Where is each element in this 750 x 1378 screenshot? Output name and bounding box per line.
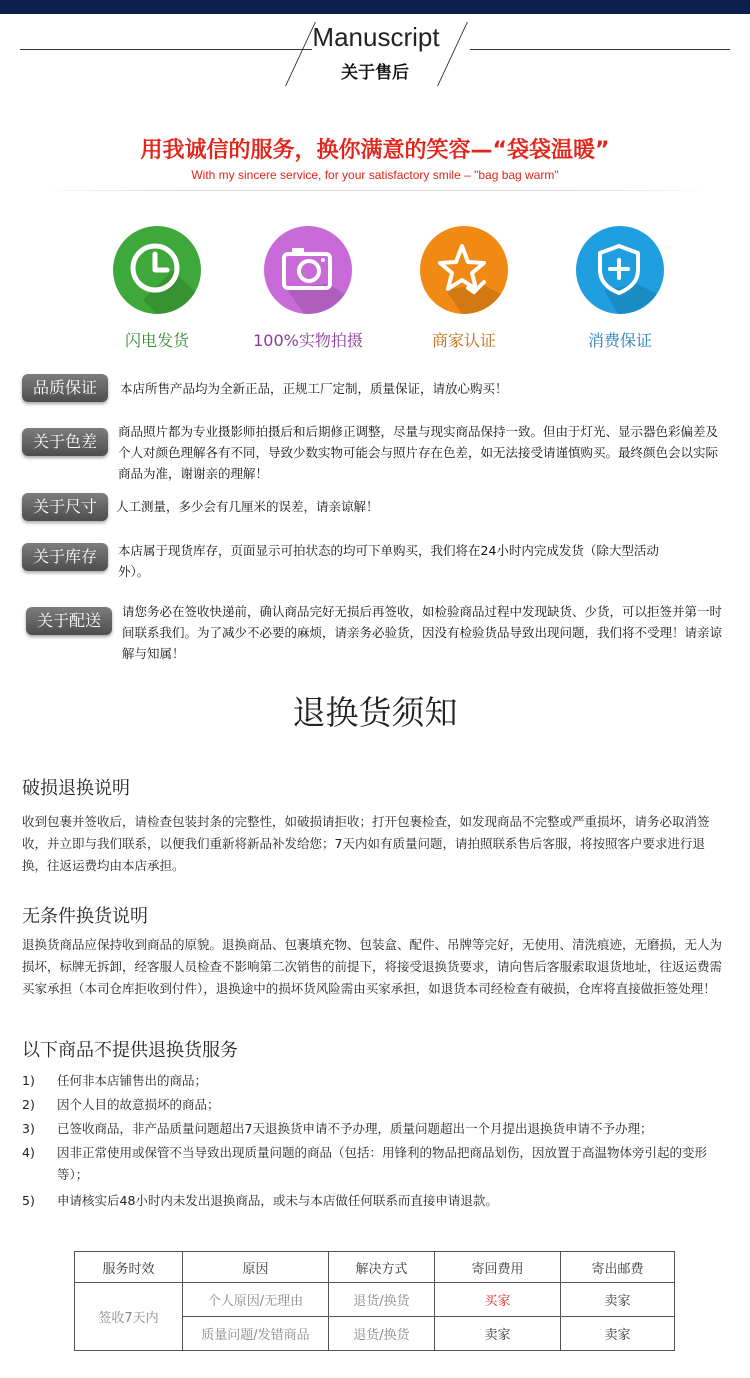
- table-header-cell: 寄出邮费: [561, 1252, 675, 1283]
- feature-real-photos: [233, 226, 383, 351]
- note-text-quality: 本店所售产品均为全新正品，正规工厂定制，质量保证，请放心购买！: [120, 381, 508, 396]
- section-exchange-body: 退换货商品应保持收到商品的原貌。退换商品、包裹填充物、包装盒、配件、吊牌等完好，无使用、清洗痕迹，无磨损，无人为损坏，标牌无拆卸，经客服人员检查不影响第二次销售的前提下，将接受退换货要求，请向售后客服索取退货地址，往返运费需买家承担（本司仓库拒收到付件），退换途中的损坏货风险需由买家承担，如退货本司经检查有破损，仓库将直接做拒签处理！: [22, 937, 723, 996]
- camera-icon: [264, 226, 352, 314]
- table-cell: 个人原因/无理由: [183, 1283, 329, 1317]
- feature-fast-shipping: [82, 226, 232, 351]
- table-cell: 退货/换货: [329, 1283, 435, 1317]
- list-item-number: 4): [22, 1145, 35, 1160]
- list-item-number: 2): [22, 1097, 35, 1112]
- table-cell: 买家: [435, 1283, 561, 1317]
- shield-plus-icon: [576, 226, 664, 314]
- section-exchange-heading: 无条件换货说明: [22, 906, 148, 927]
- list-item-text: 因非正常使用或保管不当导致出现质量问题的商品（包括：用锋利的物品把商品划伤，因放置于高温物体旁引起的变形等）；: [57, 1145, 708, 1182]
- list-item-number: 3): [22, 1121, 35, 1136]
- feature-label: 闪电发货: [124, 331, 189, 350]
- table-group-cell: 签收7天内: [75, 1283, 183, 1351]
- list-item-text: 因个人目的故意损坏的商品；: [57, 1097, 220, 1112]
- section-damage-body: 收到包裹并签收后，请检查包装封条的完整性，如破损请拒收；打开包裹检查，如发现商品不完整或严重损坏，请务必取消签收，并立即与我们联系，以便我们重新将新品补发给您；7天内如有质量问题，请拍照联系售后客服，将按照客户要求进行退换，往返运费均由本店承担。: [22, 814, 710, 873]
- header-rule-left: [20, 49, 312, 50]
- table-header-cell: 寄回费用: [435, 1252, 561, 1283]
- list-item-number: 5): [22, 1193, 35, 1208]
- list-item-text: 申请核实后48小时内未发出退换商品，或未与本店做任何联系而直接申请退款。: [57, 1193, 498, 1208]
- note-tag-stock: 关于库存: [22, 543, 108, 571]
- feature-merchant-certified: [389, 226, 539, 351]
- note-tag-delivery: 关于配送: [26, 607, 112, 635]
- table-row: [75, 1283, 675, 1317]
- note-tag-size: 关于尺寸: [22, 493, 108, 521]
- table-header-cell: 原因: [183, 1252, 329, 1283]
- note-tag-color: 关于色差: [22, 428, 108, 456]
- header-subtitle: 关于售后: [341, 63, 409, 83]
- service-table: [74, 1251, 675, 1351]
- slogan-cn: 用我诚信的服务，换你满意的笑容—“袋袋温暖”: [140, 138, 610, 163]
- feature-consumer-guarantee: [545, 226, 695, 351]
- note-text-stock: 本店属于现货库存，页面显示可拍状态的均可下单购买，我们将在24小时内完成发货（除大型活动外）。: [118, 543, 659, 579]
- feature-label: 消费保证: [587, 331, 652, 350]
- section-damage-heading: 破损退换说明: [22, 778, 130, 799]
- table-cell: 卖家: [561, 1317, 675, 1351]
- clock-icon: [113, 226, 201, 314]
- note-tag-quality: 品质保证: [22, 374, 108, 402]
- header-title: Manuscript: [312, 22, 440, 52]
- slogan-en: With my sincere service, for your satisfactory smile – "bag bag warm": [191, 168, 559, 182]
- slogan-divider: [40, 190, 710, 191]
- table-cell: 退货/换货: [329, 1317, 435, 1351]
- table-cell: 质量问题/发错商品: [183, 1317, 329, 1351]
- list-item-text: 任何非本店铺售出的商品；: [57, 1073, 208, 1088]
- note-text-delivery: 请您务必在签收快递前，确认商品完好无损后再签收，如检验商品过程中发现缺货、少货，可以拒签并第一时间联系我们。为了减少不必要的麻烦，请亲务必验货，因没有检验货品导致出现问题，我们将不受理！请亲谅解与知属！: [122, 604, 723, 661]
- header-rule-right: [470, 49, 730, 50]
- table-header-cell: 服务时效: [75, 1252, 183, 1283]
- list-item-number: 1): [22, 1073, 35, 1088]
- feature-label: 商家认证: [431, 331, 496, 350]
- table-cell: 卖家: [561, 1283, 675, 1317]
- note-text-color: 商品照片都为专业摄影师拍摄后和后期修正调整，尽量与现实商品保持一致。但由于灯光、显示器色彩偏差及个人对颜色理解各有不同，导致少数实物可能会与照片存在色差，如无法接受请谨慎购买。最终颜色会以实际商品为准，谢谢亲的理解！: [118, 424, 719, 481]
- returns-title: 退换货须知: [292, 693, 458, 732]
- section-exclusions-heading: 以下商品不提供退换货服务: [22, 1040, 238, 1061]
- top-bar: [0, 0, 750, 14]
- table-cell: 卖家: [435, 1317, 561, 1351]
- table-header-row: [75, 1252, 675, 1283]
- feature-label: 100%实物拍摄: [253, 331, 363, 350]
- note-text-size: 人工测量，多少会有几厘米的误差，请亲谅解！: [116, 499, 379, 514]
- star-icon: [420, 226, 508, 314]
- list-item-text: 已签收商品，非产品质量问题超出7天退换货申请不予办理，质量问题超出一个月提出退换货申请不予办理；: [57, 1121, 653, 1136]
- table-header-cell: 解决方式: [329, 1252, 435, 1283]
